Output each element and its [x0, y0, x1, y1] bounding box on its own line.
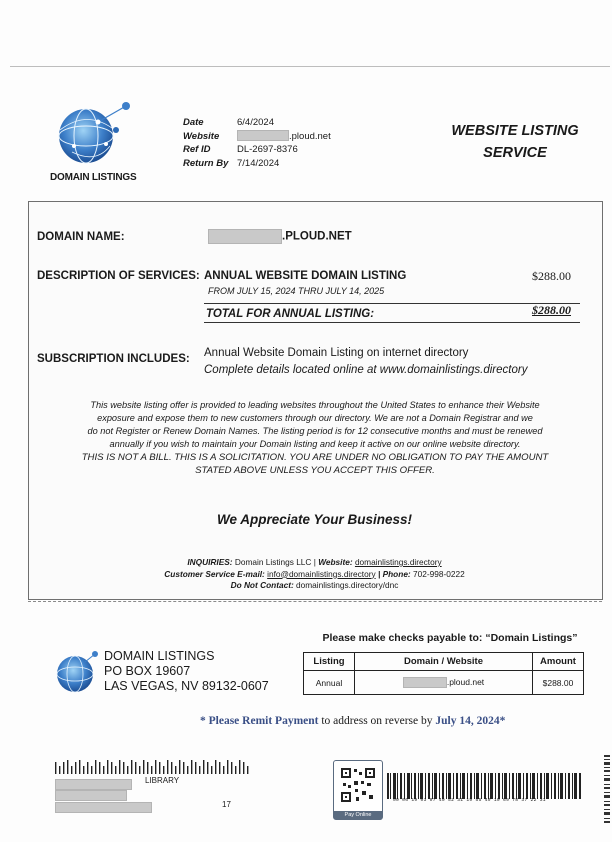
remit-prefix: * Please Remit Payment — [200, 715, 319, 727]
domain-value-row — [208, 229, 352, 244]
domain-cell-text: .ploud.net — [446, 677, 485, 687]
remit-notice — [200, 715, 600, 727]
subscription-label: SUBSCRIPTION INCLUDES: — [37, 353, 190, 365]
desc-value: ANNUAL WEBSITE DOMAIN LISTING — [204, 270, 407, 282]
pay-online-label: Pay Online — [334, 811, 382, 819]
address-line: LAS VEGAS, NV 89132-0607 — [104, 679, 269, 693]
total-label: TOTAL FOR ANNUAL LISTING: — [206, 308, 375, 320]
date-label: Date — [183, 117, 204, 128]
table-row — [304, 671, 584, 695]
mailing-address — [104, 649, 269, 694]
amount-cell: $288.00 — [533, 671, 584, 695]
postal-barcode-icon — [55, 760, 255, 774]
divider-line — [204, 303, 580, 304]
return-label: Return By — [183, 157, 229, 169]
website-value: .ploud.net — [289, 130, 331, 142]
return-value: 7/14/2024 — [237, 157, 280, 169]
globe-logo-small-icon — [53, 648, 101, 696]
email-label: Customer Service E-mail: — [164, 568, 265, 579]
disclaimer — [38, 399, 592, 477]
date-value: 6/4/2024 — [237, 117, 274, 128]
subscription-line2: Complete details located online at www.domainlistings.directory — [204, 364, 528, 376]
checks-payable: Please make checks payable to: “Domain Listings” — [322, 632, 578, 644]
redacted-block — [208, 229, 282, 244]
redacted-block — [237, 130, 289, 141]
remit-middle: to address on reverse by — [321, 715, 433, 727]
barcode-digits: 00 06 19 03 07 40 52 31 19 55 49 10 69 78 37 22 31 — [393, 798, 546, 803]
disclaimer-line: STATED ABOVE UNLESS YOU ACCEPT THIS OFFER. — [195, 465, 435, 476]
website-label: Website — [183, 130, 220, 142]
recipient-library: LIBRARY — [145, 776, 180, 785]
domain-value: .PLOUD.NET — [282, 230, 352, 243]
brand-name: DOMAIN LISTINGS — [50, 172, 137, 183]
service-title-line1: WEBSITE LISTING — [451, 123, 579, 139]
appreciate-message: We Appreciate Your Business! — [216, 512, 413, 527]
table-header: Amount — [533, 653, 584, 671]
listing-cell: Annual — [304, 671, 355, 695]
desc-price: $288.00 — [532, 269, 571, 283]
pay-online-qr[interactable] — [333, 760, 383, 820]
page-number: 17 — [222, 800, 231, 809]
disclaimer-line: annually if you wish to maintain your Domain listing and keep it active on our online website directory. — [109, 439, 521, 449]
edge-barcode-icon — [604, 755, 610, 825]
website-link[interactable]: domainlistings.directory — [354, 557, 442, 567]
service-title — [440, 120, 590, 164]
desc-label: DESCRIPTION OF SERVICES: — [37, 270, 200, 282]
divider-line — [204, 322, 580, 323]
total-value: $288.00 — [532, 303, 571, 317]
address-line: DOMAIN LISTINGS — [104, 649, 215, 663]
disclaimer-line: This website listing offer is provided to leading websites throughout the United States to enhance their Website — [90, 400, 540, 410]
domain-cell — [355, 671, 533, 695]
subscription-line1: Annual Website Domain Listing on internet directory — [204, 347, 469, 359]
remittance-table — [303, 652, 584, 695]
contact-website-label: Website: — [318, 557, 353, 567]
address-line: PO BOX 19607 — [104, 664, 191, 678]
disclaimer-line: THIS IS NOT A BILL. THIS IS A SOLICITATION. YOU ARE UNDER NO OBLIGATION TO PAY THE AMOUNT — [81, 452, 549, 463]
disclaimer-line: exposure and expose them to new customers through our directory. We are not a Domain Registrar and we — [97, 413, 533, 423]
qr-code-icon — [334, 761, 382, 809]
refid-value: DL-2697-8376 — [237, 144, 298, 155]
redacted-block — [403, 677, 447, 688]
table-header: Listing — [304, 653, 355, 671]
dnc-link[interactable]: domainlistings.directory/dnc — [296, 580, 399, 590]
email-link[interactable]: info@domainlistings.directory — [267, 568, 376, 579]
inquiries-value: Domain Listings LLC | — [234, 557, 316, 567]
redacted-block — [55, 802, 152, 813]
contact-block — [28, 557, 601, 592]
domain-label: DOMAIN NAME: — [37, 231, 125, 243]
phone-value: 702-998-0222 — [413, 568, 465, 579]
service-title-line2: SERVICE — [483, 145, 547, 161]
recipient-city-redacted — [55, 799, 152, 817]
header-meta — [183, 116, 331, 170]
desc-period: FROM JULY 15, 2024 THRU JULY 14, 2025 — [208, 286, 385, 296]
refid-label: Ref ID — [183, 144, 211, 155]
dnc-label: Do Not Contact: — [230, 580, 294, 590]
disclaimer-line: do not Register or Renew Domain Names. The listing period is for 12 consecutive months and must be renewed — [87, 426, 543, 436]
tracking-barcode-icon — [387, 773, 582, 799]
tear-line — [28, 601, 602, 602]
page-top-rule — [10, 66, 610, 67]
remit-date: July 14, 2024* — [435, 715, 506, 727]
inquiries-label: INQUIRIES: — [187, 557, 233, 567]
phone-label: | Phone: — [377, 568, 411, 579]
table-header: Domain / Website — [355, 653, 533, 671]
